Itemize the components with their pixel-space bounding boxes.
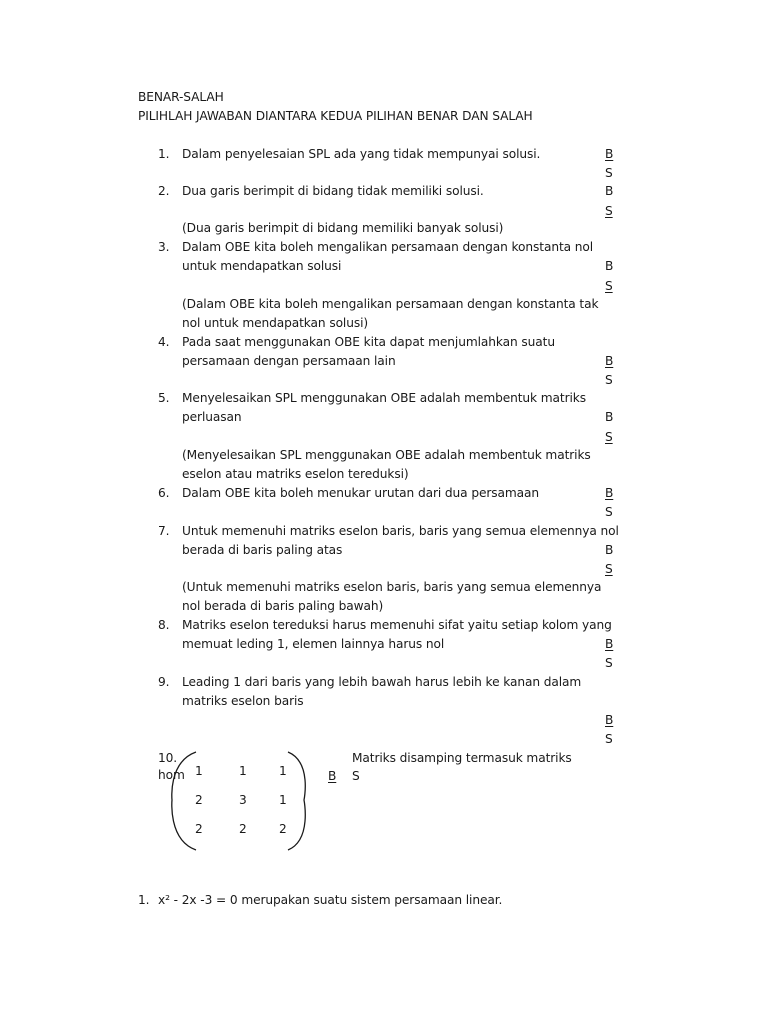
- matrix-cell: 3: [239, 793, 247, 807]
- question-fragment: hom: [158, 768, 185, 782]
- question-text: matriks eselon baris: [182, 694, 304, 708]
- matrix-cell: 2: [195, 793, 203, 807]
- matrix-cell: 2: [195, 822, 203, 836]
- option-b[interactable]: B: [605, 259, 614, 273]
- matrix-cell: 1: [195, 764, 203, 778]
- option-s[interactable]: S: [605, 430, 613, 444]
- question-text: Dalam OBE kita boleh mengalikan persamaan dengan konstanta nol: [182, 240, 594, 254]
- matrix-cell: 2: [279, 822, 287, 836]
- matrix-cell: 1: [239, 764, 247, 778]
- option-b[interactable]: B: [605, 410, 614, 424]
- page-title: BENAR-SALAH: [138, 90, 224, 104]
- question-text: perluasan: [182, 410, 242, 424]
- option-b[interactable]: B: [605, 486, 614, 500]
- option-s[interactable]: S: [605, 204, 613, 218]
- option-s[interactable]: S: [605, 505, 613, 519]
- option-b[interactable]: B: [605, 184, 614, 198]
- question-number: 5.: [158, 391, 170, 405]
- option-s[interactable]: S: [605, 732, 613, 746]
- option-s[interactable]: S: [352, 769, 360, 783]
- question-number: 2.: [158, 184, 170, 198]
- question-text: Dalam OBE kita boleh menukar urutan dari dua persamaan: [182, 486, 540, 500]
- option-s[interactable]: S: [605, 166, 613, 180]
- correction-text: nol berada di baris paling bawah): [182, 599, 384, 613]
- option-b[interactable]: B: [328, 769, 337, 783]
- question-number: 4.: [158, 335, 170, 349]
- correction-text: (Dalam OBE kita boleh mengalikan persamaan dengan konstanta tak: [182, 297, 599, 311]
- question-text: memuat leding 1, elemen lainnya harus nol: [182, 637, 445, 651]
- question-number: 9.: [158, 675, 170, 689]
- correction-text: (Untuk memenuhi matriks eselon baris, baris yang semua elemennya: [182, 580, 602, 594]
- question-number: 8.: [158, 618, 170, 632]
- question-number: 3.: [158, 240, 170, 254]
- correction-text: (Menyelesaikan SPL menggunakan OBE adalah membentuk matriks: [182, 448, 591, 462]
- question-text: Menyelesaikan SPL menggunakan OBE adalah membentuk matriks: [182, 391, 587, 405]
- question-text: x² - 2x -3 = 0 merupakan suatu sistem persamaan linear.: [158, 893, 503, 907]
- option-s[interactable]: S: [605, 279, 613, 293]
- question-text: Matriks disamping termasuk matriks: [352, 751, 572, 765]
- question-number: 10.: [158, 751, 178, 765]
- question-text: persamaan dengan persamaan lain: [182, 354, 396, 368]
- option-s[interactable]: S: [605, 373, 613, 387]
- option-b[interactable]: B: [605, 543, 614, 557]
- option-b[interactable]: B: [605, 637, 614, 651]
- correction-text: eselon atau matriks eselon tereduksi): [182, 467, 409, 481]
- option-b[interactable]: B: [605, 354, 614, 368]
- option-b[interactable]: B: [605, 147, 614, 161]
- correction-text: (Dua garis berimpit di bidang memiliki banyak solusi): [182, 221, 504, 235]
- question-number: 7.: [158, 524, 170, 538]
- matrix-cell: 1: [279, 793, 287, 807]
- option-s[interactable]: S: [605, 656, 613, 670]
- question-text: Pada saat menggunakan OBE kita dapat menjumlahkan suatu: [182, 335, 555, 349]
- option-s[interactable]: S: [605, 562, 613, 576]
- question-number: 1.: [138, 893, 150, 907]
- question-text: Dalam penyelesaian SPL ada yang tidak mempunyai solusi.: [182, 147, 541, 161]
- matrix-cell: 1: [279, 764, 287, 778]
- question-text: Leading 1 dari baris yang lebih bawah harus lebih ke kanan dalam: [182, 675, 582, 689]
- question-text: untuk mendapatkan solusi: [182, 259, 342, 273]
- instruction: PILIHLAH JAWABAN DIANTARA KEDUA PILIHAN BENAR DAN SALAH: [138, 109, 533, 123]
- option-b[interactable]: B: [605, 713, 614, 727]
- question-text: Dua garis berimpit di bidang tidak memiliki solusi.: [182, 184, 484, 198]
- question-text: berada di baris paling atas: [182, 543, 343, 557]
- matrix-cell: 2: [239, 822, 247, 836]
- question-number: 1.: [158, 147, 170, 161]
- correction-text: nol untuk mendapatkan solusi): [182, 316, 369, 330]
- question-number: 6.: [158, 486, 170, 500]
- question-text: Matriks eselon tereduksi harus memenuhi sifat yaitu setiap kolom yang: [182, 618, 612, 632]
- question-text: Untuk memenuhi matriks eselon baris, baris yang semua elemennya nol: [182, 524, 619, 538]
